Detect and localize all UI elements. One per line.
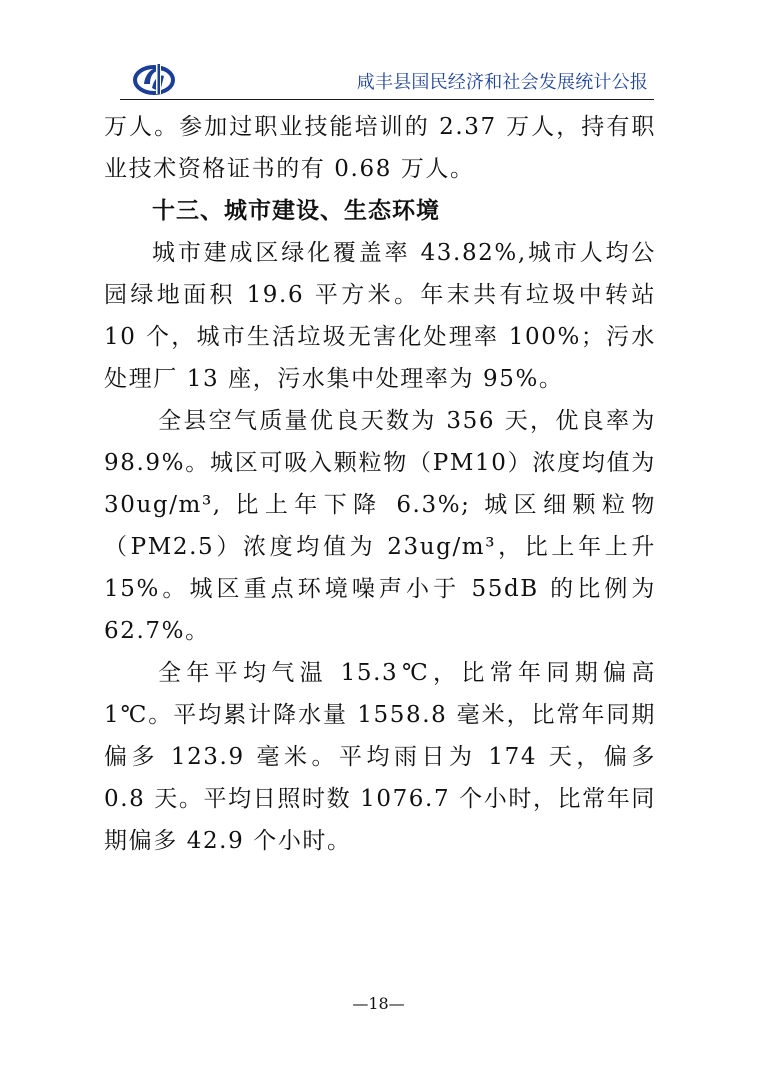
page-body [104,106,656,862]
paragraph-greening: 城市建成区绿化覆盖率 43.82%,城市人均公园绿地面积 19.6 平方米。年末共有垃圾中转站 10 个，城市生活垃圾无害化处理率 100%；污水处理厂 13 座，污水集中处理率为 95%。 [104,240,656,392]
page-header [120,56,654,100]
paragraph-air-quality: 全县空气质量优良天数为 356 天，优良率为 98.9%。城区可吸入颗粒物（PM10）浓度均值为 30ug/m³, 比上年下降 6.3%; 城区细颗粒物（PM2.5）浓度均值为 23ug/m³，比上年上升 15%。城区重点环境噪声小于 55dB 的比例为 62.7%。 [104,408,656,644]
section-heading: 十三、城市建设、生态环境 [152,198,440,224]
page-number: —18— [352,994,405,1013]
continued-paragraph: 万人。参加过职业技能培训的 2.37 万人，持有职业技术资格证书的有 0.68 万人。 [104,114,656,182]
paragraph-climate: 全年平均气温 15.3℃，比常年同期偏高 1℃。平均累计降水量 1558.8 毫米，比常年同期偏多 123.9 毫米。平均雨日为 174 天，偏多 0.8 天。平均日照时数 1076.7 个小时，比常年同期偏多 42.9 个小时。 [104,660,656,854]
report-title: 咸丰县国民经济和社会发展统计公报 [356,72,648,93]
header-divider [120,99,654,100]
statistics-bureau-logo-icon [130,58,176,98]
